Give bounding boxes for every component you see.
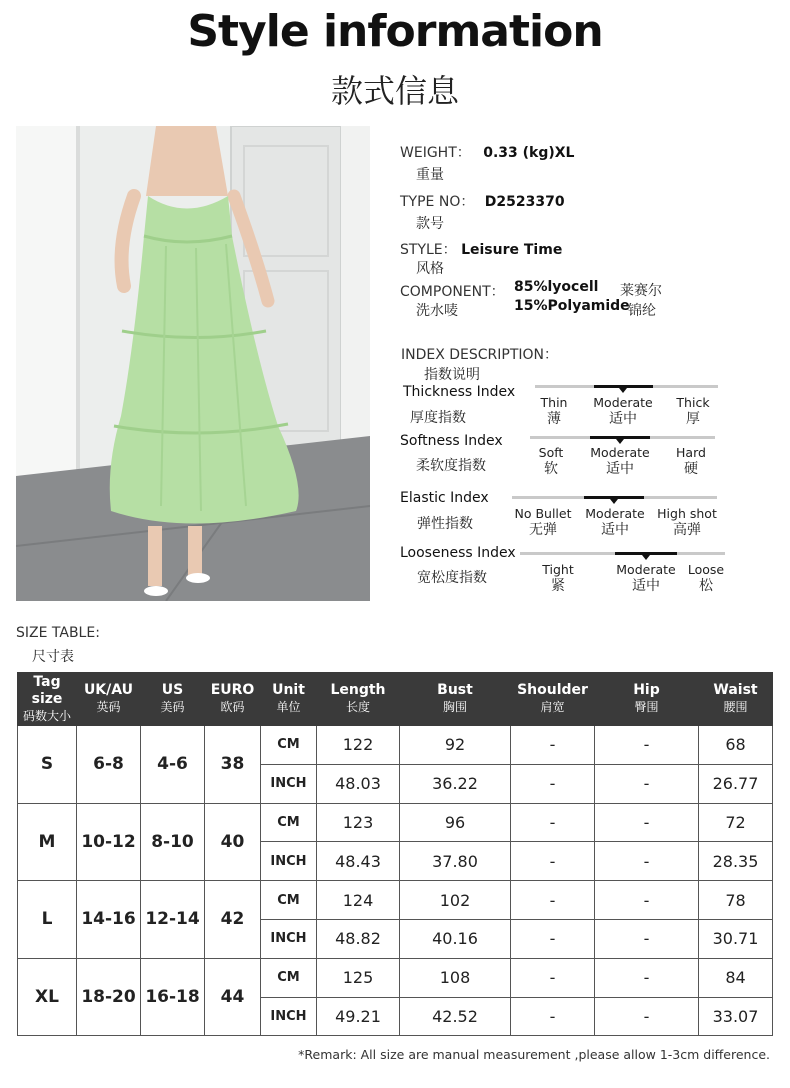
style-value: Leisure Time: [461, 242, 563, 258]
looseness-option-tight: Tight 紧: [542, 562, 574, 594]
elastic-marker-icon: [610, 499, 618, 504]
cell-tag: M: [18, 803, 77, 881]
cell-bust: 37.80: [400, 842, 511, 881]
cell-bust: 92: [400, 726, 511, 765]
header-tag-size: Tag size 码数大小: [18, 673, 77, 726]
cell-unit: INCH: [261, 997, 317, 1036]
softness-option-moderate: Moderate 适中: [590, 445, 650, 477]
thickness-option-thin: Thin 薄: [540, 395, 568, 427]
cell-length: 48.82: [317, 919, 400, 958]
cell-waist: 33.07: [699, 997, 773, 1036]
component-2: 15%Polyamide: [514, 298, 630, 314]
cell-shoulder: -: [511, 919, 595, 958]
cell-us: 4-6: [141, 726, 205, 804]
cell-uk: 18-20: [77, 958, 141, 1036]
cell-euro: 42: [205, 881, 261, 959]
style-row: [400, 239, 562, 259]
softness-index-label: Softness Index: [400, 433, 503, 449]
cell-hip: -: [595, 842, 699, 881]
table-row: [18, 881, 773, 920]
type-row: [400, 191, 565, 211]
elastic-index-label: Elastic Index: [400, 490, 489, 506]
thickness-marker-icon: [619, 388, 627, 393]
weight-row: [400, 142, 574, 162]
looseness-option-moderate: Moderate 适中: [616, 562, 676, 594]
component-label: COMPONENT：: [400, 284, 505, 300]
product-photo: [16, 126, 370, 601]
looseness-marker-icon: [642, 555, 650, 560]
cell-uk: 14-16: [77, 881, 141, 959]
cell-tag: S: [18, 726, 77, 804]
component-1: 85%lyocell: [514, 279, 599, 295]
cell-bust: 40.16: [400, 919, 511, 958]
header-euro: EURO 欧码: [205, 673, 261, 726]
component-2-cn: 锦纶: [628, 303, 656, 319]
thickness-index-cn: 厚度指数: [410, 410, 466, 426]
cell-waist: 72: [699, 803, 773, 842]
size-table-label: SIZE TABLE:: [16, 625, 100, 641]
elastic-option-high-shot: High shot 高弹: [657, 506, 717, 538]
cell-tag: L: [18, 881, 77, 959]
index-title: INDEX DESCRIPTION：: [401, 347, 559, 363]
cell-uk: 6-8: [77, 726, 141, 804]
table-row: [18, 726, 773, 765]
looseness-index-cn: 宽松度指数: [417, 570, 487, 586]
softness-option-hard: Hard 硬: [676, 445, 706, 477]
size-table: [17, 672, 773, 1036]
cell-unit: CM: [261, 881, 317, 920]
cell-shoulder: -: [511, 726, 595, 765]
type-cn: 款号: [416, 216, 444, 232]
style-label: STYLE：: [400, 242, 457, 258]
cell-unit: CM: [261, 726, 317, 765]
cell-hip: -: [595, 958, 699, 997]
cell-waist: 68: [699, 726, 773, 765]
cell-length: 49.21: [317, 997, 400, 1036]
size-table-label-cn: 尺寸表: [32, 649, 74, 665]
cell-hip: -: [595, 881, 699, 920]
cell-length: 124: [317, 881, 400, 920]
cell-waist: 84: [699, 958, 773, 997]
size-table-header: [18, 673, 773, 726]
cell-shoulder: -: [511, 881, 595, 920]
cell-bust: 96: [400, 803, 511, 842]
type-label: TYPE NO：: [400, 194, 475, 210]
component-cn: 洗水唛: [416, 303, 458, 319]
header-shoulder: Shoulder 肩宽: [511, 673, 595, 726]
cell-unit: INCH: [261, 842, 317, 881]
type-value: D2523370: [484, 194, 565, 210]
cell-waist: 78: [699, 881, 773, 920]
looseness-index-label: Looseness Index: [400, 545, 516, 561]
cell-length: 48.03: [317, 764, 400, 803]
cell-bust: 108: [400, 958, 511, 997]
cell-unit: CM: [261, 803, 317, 842]
cell-euro: 44: [205, 958, 261, 1036]
thickness-option-moderate: Moderate 适中: [593, 395, 653, 427]
header-hip: Hip 臀围: [595, 673, 699, 726]
cell-waist: 30.71: [699, 919, 773, 958]
cell-hip: -: [595, 803, 699, 842]
elastic-index-cn: 弹性指数: [417, 516, 473, 532]
page-subtitle: 款式信息: [330, 72, 459, 110]
header-bust: Bust 胸围: [400, 673, 511, 726]
cell-waist: 26.77: [699, 764, 773, 803]
cell-unit: INCH: [261, 764, 317, 803]
index-title-cn: 指数说明: [424, 367, 480, 383]
cell-bust: 42.52: [400, 997, 511, 1036]
cell-bust: 102: [400, 881, 511, 920]
header-us: US 美码: [141, 673, 205, 726]
cell-uk: 10-12: [77, 803, 141, 881]
cell-euro: 40: [205, 803, 261, 881]
weight-label: WEIGHT：: [400, 145, 471, 161]
softness-marker-icon: [616, 439, 624, 444]
header-unit: Unit 单位: [261, 673, 317, 726]
looseness-option-loose: Loose 松: [687, 562, 725, 594]
cell-hip: -: [595, 919, 699, 958]
cell-hip: -: [595, 726, 699, 765]
component-label-row: [400, 281, 505, 301]
cell-shoulder: -: [511, 803, 595, 842]
cell-length: 125: [317, 958, 400, 997]
cell-shoulder: -: [511, 997, 595, 1036]
header-waist: Waist 腰围: [699, 673, 773, 726]
cell-euro: 38: [205, 726, 261, 804]
cell-waist: 28.35: [699, 842, 773, 881]
table-row: [18, 958, 773, 997]
table-row: [18, 803, 773, 842]
cell-unit: CM: [261, 958, 317, 997]
cell-us: 16-18: [141, 958, 205, 1036]
cell-length: 122: [317, 726, 400, 765]
cell-hip: -: [595, 764, 699, 803]
cell-length: 123: [317, 803, 400, 842]
header-length: Length 长度: [317, 673, 400, 726]
elastic-option-moderate: Moderate 适中: [585, 506, 645, 538]
cell-tag: XL: [18, 958, 77, 1036]
remark-note: *Remark: All size are manual measurement ,please allow 1-3cm difference.: [298, 1047, 770, 1062]
cell-us: 8-10: [141, 803, 205, 881]
weight-value: 0.33 (kg)XL: [483, 145, 575, 161]
style-cn: 风格: [416, 261, 444, 277]
cell-unit: INCH: [261, 919, 317, 958]
cell-shoulder: -: [511, 958, 595, 997]
weight-cn: 重量: [416, 167, 444, 183]
header-uk-au: UK/AU 英码: [77, 673, 141, 726]
component-1-cn: 莱赛尔: [620, 283, 662, 299]
cell-bust: 36.22: [400, 764, 511, 803]
cell-shoulder: -: [511, 842, 595, 881]
cell-hip: -: [595, 997, 699, 1036]
cell-us: 12-14: [141, 881, 205, 959]
thickness-option-thick: Thick 厚: [676, 395, 710, 427]
softness-option-soft: Soft 软: [538, 445, 564, 477]
thickness-index-label: Thickness Index: [403, 384, 516, 400]
cell-shoulder: -: [511, 764, 595, 803]
softness-index-cn: 柔软度指数: [416, 458, 486, 474]
page-title: Style information: [187, 6, 603, 57]
elastic-option-no-bullet: No Bullet 无弹: [514, 506, 572, 538]
cell-length: 48.43: [317, 842, 400, 881]
